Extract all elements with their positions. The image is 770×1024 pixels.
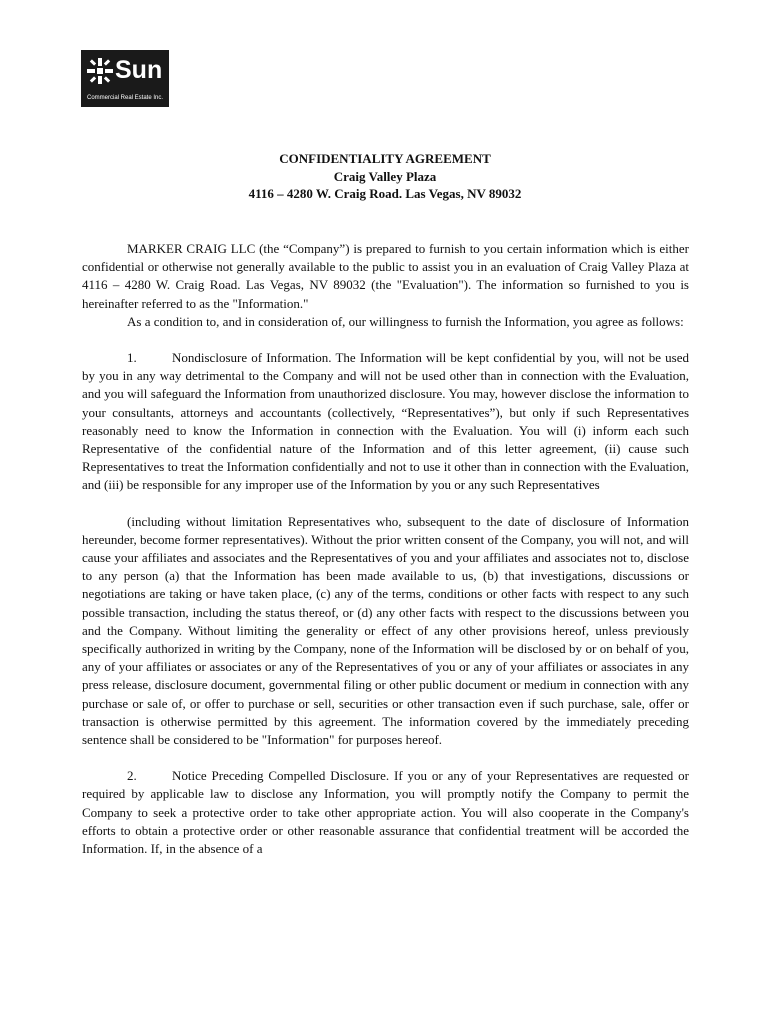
section-1-paragraph xyxy=(82,349,689,495)
document-header xyxy=(82,150,688,203)
section-1-text: Nondisclosure of Information. The Information will be kept confidential by you, will not be used by you in any way detrimental to the Company and will not be used other than in connection with the Evaluation, and you will safeguard the Information from unauthorized disclosure. You may, however disclose the information to your consultants, attorneys and accountants (collectively, “Representatives”), but only if such Representatives reasonably need to know the Information in connection with the Evaluation. You will (i) inform each such Representative of the confidential nature of the Information and of this letter agreement, (ii) cause such Representatives to treat the Information confidentially and not to use it other than in connection with the Evaluation, and (iii) be responsible for any improper use of the Information by you or any such Representatives xyxy=(82,350,689,493)
agreement-body xyxy=(82,240,689,858)
logo-subtitle: Commercial Real Estate Inc. xyxy=(86,95,164,101)
property-address: 4116 – 4280 W. Craig Road. Las Vegas, NV 89032 xyxy=(248,186,522,201)
section-1-continuation: (including without limitation Representatives who, subsequent to the date of disclosure of Information hereunder, become former representatives). Without the prior written consent of the Company, you will not, and will cause your affiliates and associates and the Representatives of you and your affiliates and associates not to, disclose to any person (a) that the Information has been made available to us, (b) that investigations, discussions or negotiations are taking or have taken place, (c) any of the terms, conditions or other facts with respect to any such possible transaction, including the status thereof, or (d) any other facts with respect to the discussions between you and the Company. Without limiting the generality or effect of any other provisions hereof, unless previously specifically authorized in writing by the Company, none of the Information will be disclosed by or on behalf of you, any of your affiliates or associates or any of the Representatives of you or any of your affiliates or associates in any press release, disclosure document, governmental filing or other public document or medium in connection with any purchase or sale of, or offer to purchase or sell, securities or other transaction even if such purchase, sale, offer or transaction is otherwise permitted by this agreement. The information covered by the immediately preceding sentence shall be considered to be "Information" for purposes hereof. xyxy=(82,513,689,748)
logo-wordmark: Sun xyxy=(115,56,163,84)
property-name: Craig Valley Plaza xyxy=(333,168,437,184)
section-2-text: Notice Preceding Compelled Disclosure. If you or any of your Representatives are requested or required by applicable law to disclose any Information, you will promptly notify the Company to permit the Company to seek a protective order to take other appropriate action. You will also cooperate in the Company's efforts to obtain a protective order or other reasonable assurance that confidential treatment will be accorded the Information. If, in the absence of a xyxy=(82,768,689,857)
section-2-number: 2. xyxy=(127,768,137,784)
company-logo xyxy=(81,50,169,107)
sun-logo-icon xyxy=(85,56,115,86)
section-1-number: 1. xyxy=(127,350,137,366)
document-title: CONFIDENTIALITY AGREEMENT xyxy=(279,151,491,166)
intro-agreement-paragraph: As a condition to, and in consideration of, our willingness to furnish the Information, you agree as follows: xyxy=(127,313,684,329)
intro-paragraph: MARKER CRAIG LLC (the “Company”) is prepared to furnish to you certain information which is either confidential or otherwise not generally available to the public to assist you in an evaluation of Craig Valley Plaza at 4116 – 4280 W. Craig Road. Las Vegas, NV 89032 (the "Evaluation"). The information so furnished to you is hereinafter referred to as the "Information." xyxy=(82,241,689,311)
section-2-paragraph xyxy=(82,767,689,858)
